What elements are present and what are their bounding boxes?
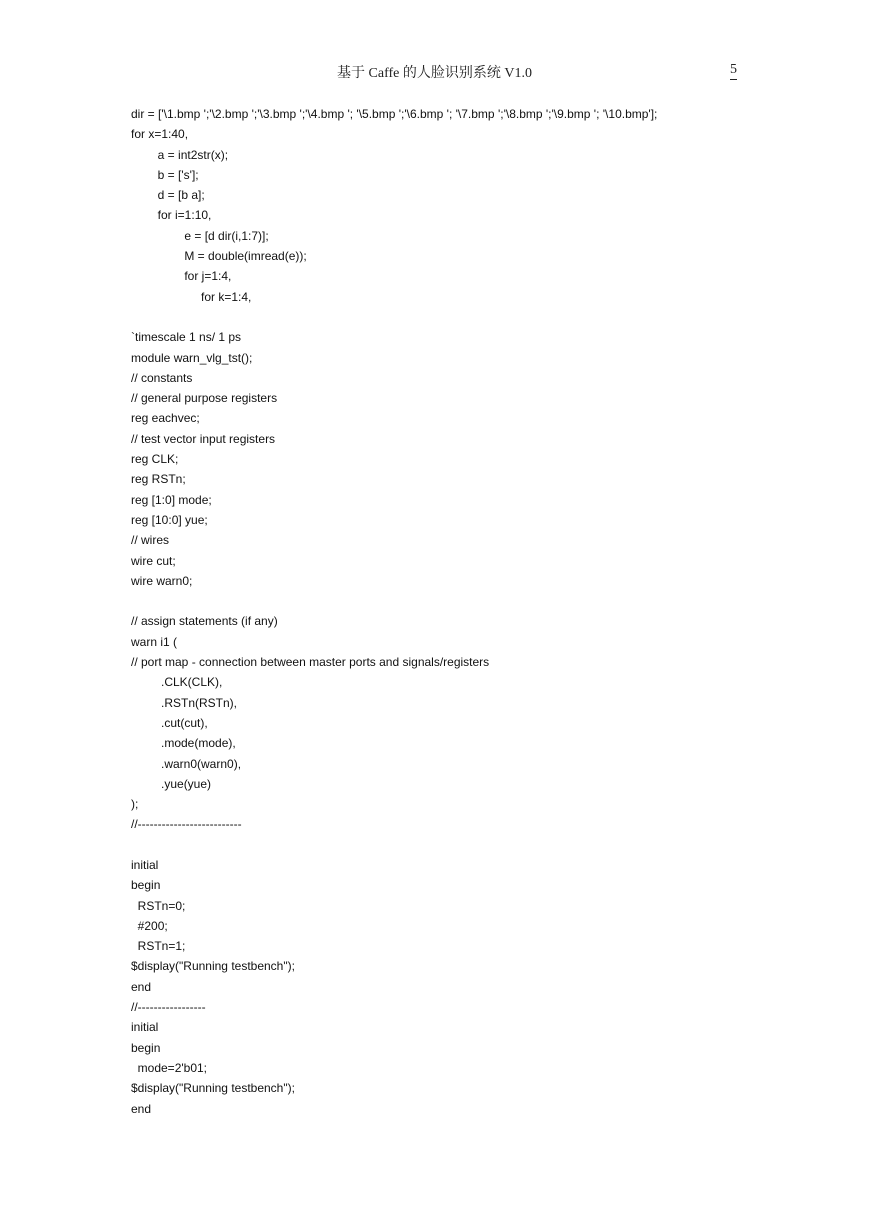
code-line: for j=1:4, [131,269,232,284]
code-line: begin [131,1040,161,1055]
code-line: // port map - connection between master ports and signals/registers [131,655,490,670]
code-line: a = int2str(x); [131,147,229,162]
code-line: .RSTn(RSTn), [131,695,238,710]
page-number: 5 [730,62,737,80]
code-line: e = [d dir(i,1:7)]; [131,228,269,243]
code-line: for i=1:10, [131,208,212,223]
code-line: end [131,1101,152,1116]
code-line: //-------------------------- [131,817,242,832]
code-line: .yue(yue) [131,776,212,791]
code-listing [131,104,831,1119]
code-line: RSTn=0; [131,898,186,913]
code-line: .mode(mode), [131,736,236,751]
code-line: begin [131,878,161,893]
code-line: d = [b a]; [131,188,205,203]
code-line: initial [131,857,159,872]
code-line: RSTn=1; [131,939,186,954]
page-header-title: 基于 Caffe 的人脸识别系统 V1.0 [337,66,532,81]
code-line: reg [1:0] mode; [131,492,212,507]
code-line: // test vector input registers [131,431,276,446]
code-line: reg [10:0] yue; [131,512,208,527]
code-line: wire cut; [131,553,176,568]
code-line: $display("Running testbench"); [131,959,295,974]
code-line: for x=1:40, [131,127,189,142]
code-line: // assign statements (if any) [131,614,278,629]
code-line: mode=2'b01; [131,1060,208,1075]
code-line: dir = ['\1.bmp ';'\2.bmp ';'\3.bmp ';'\4.bmp '; '\5.bmp ';'\6.bmp '; '\7.bmp ';'\8.bmp ';'\9.bmp '; '\10.bmp']; [131,107,658,121]
code-line: // general purpose registers [131,391,278,406]
code-line: .CLK(CLK), [131,675,223,690]
code-line: $display("Running testbench"); [131,1081,295,1096]
code-line: reg eachvec; [131,411,200,426]
code-line [131,591,831,611]
code-line: .warn0(warn0), [131,756,242,771]
code-line: //----------------- [131,1000,206,1015]
code-line: .cut(cut), [131,715,208,730]
code-line: #200; [131,918,168,933]
code-line: // constants [131,370,193,385]
code-line: ); [131,797,139,812]
code-line: reg CLK; [131,452,179,467]
code-line: b = ['s']; [131,167,199,182]
code-line: module warn_vlg_tst(); [131,350,253,365]
code-line: // wires [131,533,170,548]
code-line: wire warn0; [131,573,193,588]
code-line: M = double(imread(e)); [131,249,307,264]
code-line: `timescale 1 ns/ 1 ps [131,330,242,345]
code-line [131,307,831,327]
code-line: end [131,979,152,994]
code-line [131,835,831,855]
code-line: warn i1 ( [131,634,178,649]
code-line: for k=1:4, [131,289,252,304]
code-line: reg RSTn; [131,472,186,487]
code-line: initial [131,1020,159,1035]
